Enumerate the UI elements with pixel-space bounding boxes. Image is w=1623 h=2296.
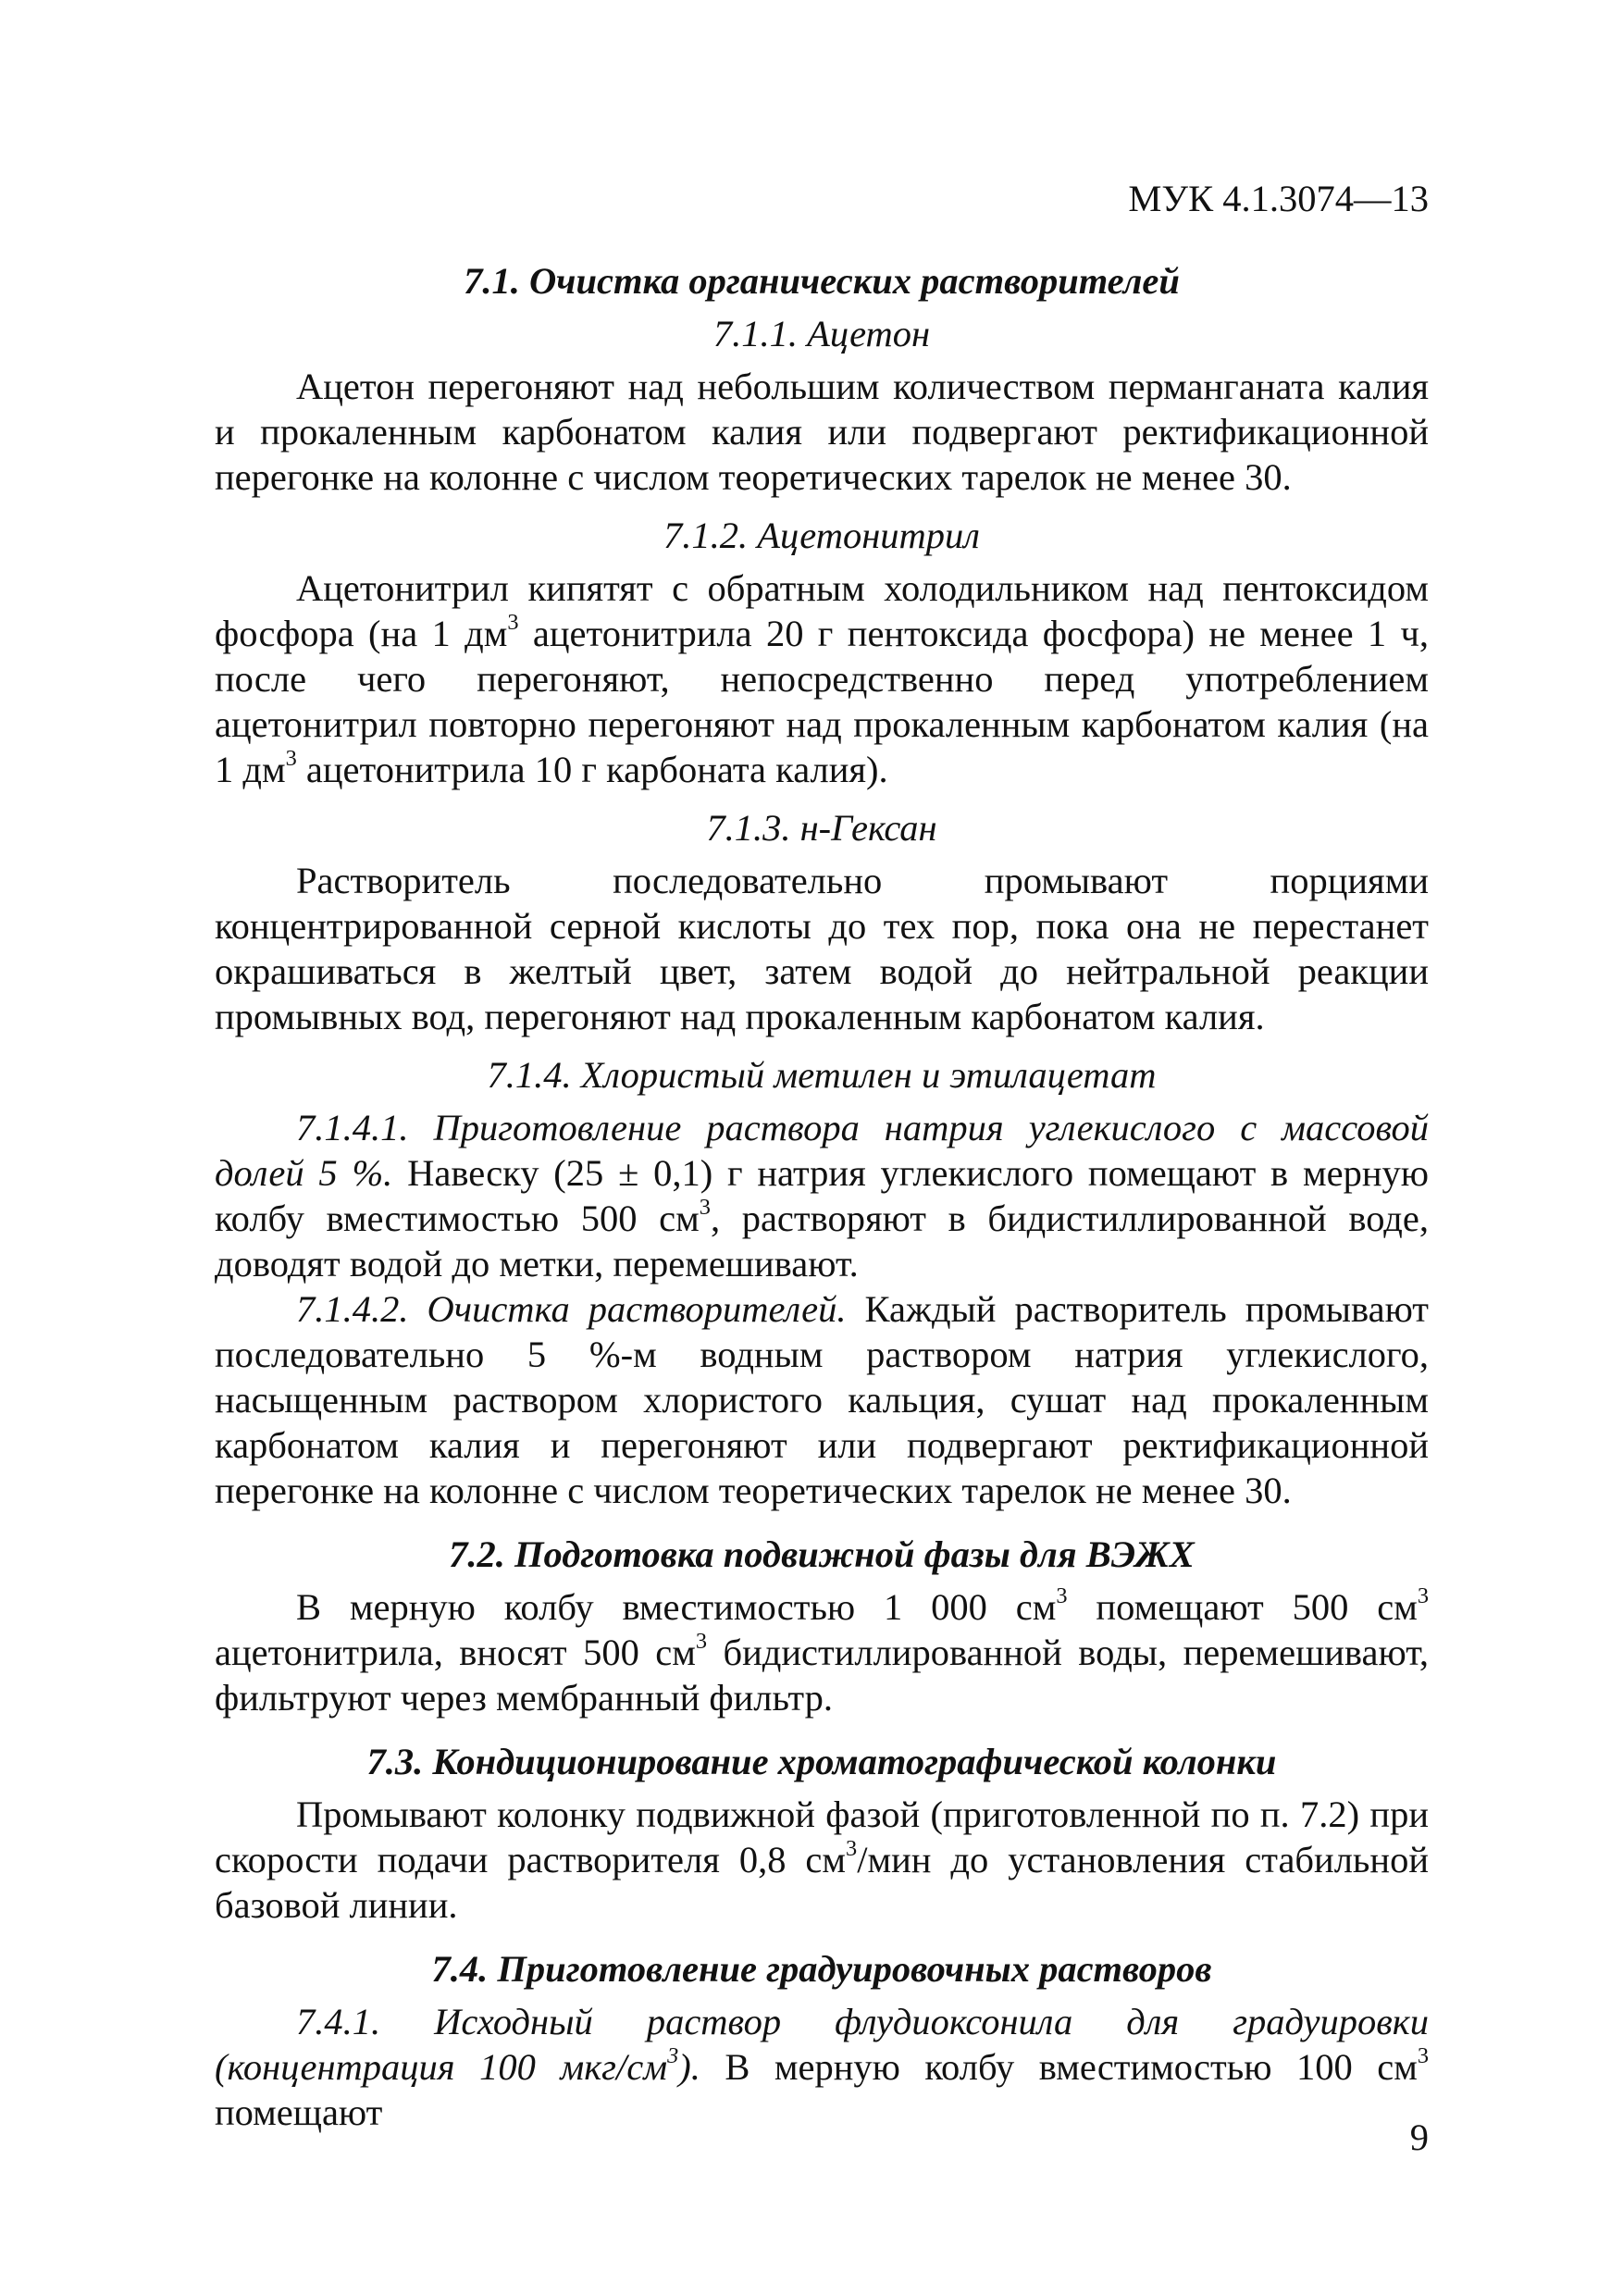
paragraph-hexane: Растворитель последовательно промывают порциями концентрированной серной кислоты до тех пор, пока она не перестанет окрашиваться в желтый цвет, затем водой до нейтральной реакции промывных вод, перегоняют над прокаленным карбонатом калия. [215,860,1429,1037]
text-run: Ацетонитрил кипятят с обратным холодильником над пентоксидом фосфора (на 1 дм [215,567,1429,654]
running-head: МУК 4.1.3074—13 [1128,178,1429,219]
text-run: Каждый растворитель промывают последовательно 5 %-м водным раствором натрия углекислого, насыщенным раствором хлористого кальция, сушат над прокаленным карбонатом калия и перегоняют или подвергают ректификационной перегонке на колонне с числом теоретических тарелок не менее 30. [215,1288,1429,1511]
text-run: ацетонитрила 20 г пентоксида фосфора) не менее 1 ч, после чего перегоняют, непосредственно перед употреблением ацетонитрил повторно перегоняют над прокаленным карбонатом калия (на 1 дм [215,613,1429,790]
paragraph-lead: 7.1.4.1. Приготовление раствора натрия углекислого с массовой долей 5 %. [215,1107,1429,1194]
text-run: ). [678,2046,700,2088]
page-number: 9 [1409,2116,1429,2158]
superscript: 3 [1056,1582,1068,1608]
superscript: 3 [1417,2042,1429,2068]
subsection-title-methylene: 7.1.4. Хлористый метилен и этилацетат [487,1054,1157,1096]
superscript: 3 [667,2042,679,2068]
text-run: ацетонитрила, вносят 500 см [215,1632,696,1673]
superscript: 3 [507,609,519,635]
text-run: , растворяют в бидистиллированной воде, доводят водой до метки, перемешивают. [215,1198,1429,1285]
paragraph-stock-solution [215,1999,1429,2135]
superscript: 3 [1417,1582,1429,1608]
document-page [215,176,1429,2135]
text-run: Промывают колонку подвижной фазой (приготовленной по п. 7.2) при скорости подачи растворителя 0,8 см [215,1793,1429,1880]
section-title-7-3: 7.3. Кондиционирование хроматографической колонки [366,1741,1277,1782]
text-run: 7.4.1. Исходный раствор флудиоксонила для градуировки (концентрация 100 мкг/см [215,2001,1429,2088]
paragraph-sodium-carbonate [215,1105,1429,1286]
text-run: В мерную колбу вместимостью 1 000 см [296,1586,1057,1628]
paragraph-column-conditioning [215,1792,1429,1928]
text-run: бидистиллированной воды, перемешивают, фильтруют через мембранный фильтр. [215,1632,1429,1719]
paragraph-acetonitrile [215,565,1429,792]
text-run: Навеску (25 ± 0,1) г натрия углекислого помещают в мерную колбу вместимостью 500 см [215,1152,1429,1239]
paragraph-lead: 7.1.4.2. Очистка растворителей. [296,1288,847,1330]
subsection-title-hexane: 7.1.3. н-Гексан [706,807,937,849]
text-run: В мерную колбу вместимостью 100 см [700,2046,1418,2088]
text-run: помещают 500 см [1067,1586,1418,1628]
subsection-title-acetonitrile: 7.1.2. Ацетонитрил [663,515,980,556]
superscript: 3 [699,1194,711,1220]
text-run: ацетонитрила 10 г карбоната калия). [296,749,888,790]
subsection-title-acetone: 7.1.1. Ацетон [712,313,931,354]
section-title-7-1: 7.1. Очистка органических растворителей [464,260,1180,302]
section-title-7-2: 7.2. Подготовка подвижной фазы для ВЭЖХ [449,1533,1195,1575]
paragraph-solvent-cleaning [215,1286,1429,1513]
paragraph-mobile-phase [215,1584,1429,1720]
text-run: /мин до установления стабильной базовой линии. [215,1839,1429,1926]
text-run: помещают [215,2091,383,2133]
superscript: 3 [695,1628,708,1654]
paragraph-acetone: Ацетон перегоняют над небольшим количеством перманганата калия и прокаленным карбонатом калия или подвергают ректификационной перегонке на колонне с числом теоретических тарелок не менее 30. [215,366,1429,498]
superscript: 3 [285,745,297,771]
superscript: 3 [846,1835,858,1861]
section-title-7-4: 7.4. Приготовление градуировочных растворов [431,1948,1212,1990]
